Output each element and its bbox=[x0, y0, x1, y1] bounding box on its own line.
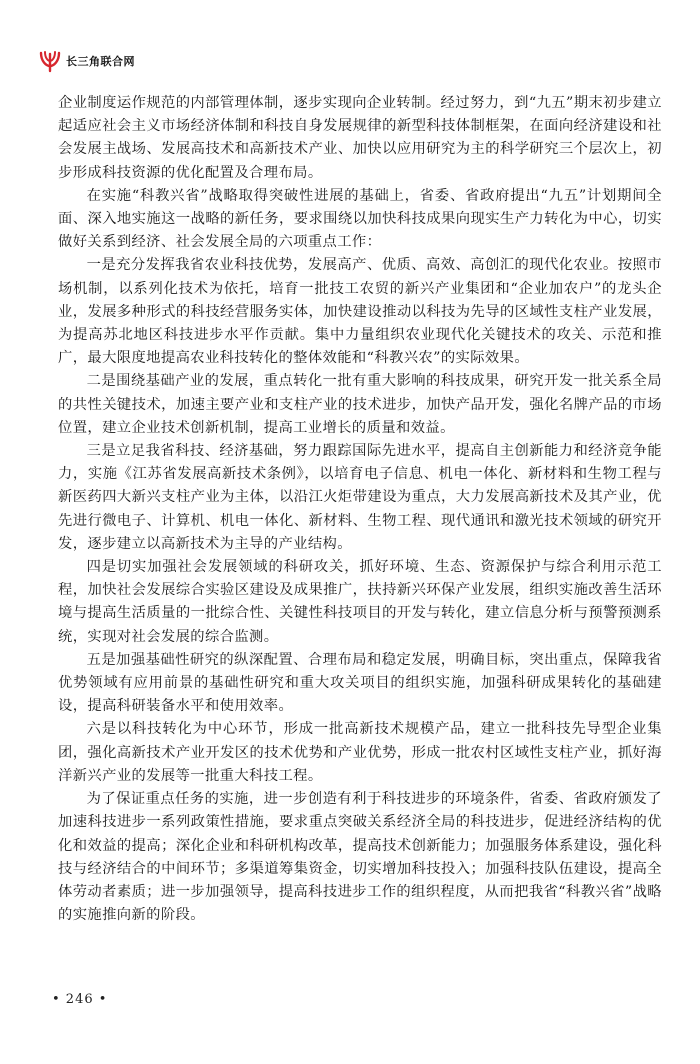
paragraph: 四是切实加强社会发展领域的科研攻关，抓好环境、生态、资源保护与综合利用示范工程，加快社会发展综合实验区建设及成果推广，扶持新兴环保产业发展，组织实施改善生活环境与提高生活质量的一批综合性、关键性科技项目的开发与转化，建立信息分析与预警预测系统，实现对社会发展的综合监测。 bbox=[58, 559, 662, 645]
page-number: • 246 • bbox=[52, 992, 108, 1007]
paragraph: 企业制度运作规范的内部管理体制，逐步实现向企业转制。经过努力，到“九五”期末初步建立起适应社会主义市场经济体制和科技自身发展规律的新型科技体制框架，在面向经济建设和社会发展主战场、发展高技术和高新技术产业、加快以应用研究为主的科学研究三个层次上，初步形成科技资源的优化配置及合理布局。 bbox=[58, 95, 662, 181]
paragraph: 在实施“科教兴省”战略取得突破性进展的基础上，省委、省政府提出“九五”计划期间全面、深入地实施这一战略的新任务，要求围绕以加快科技成果向现实生产力转化为中心，切实做好关系到经济、社会发展全局的六项重点工作： bbox=[58, 187, 662, 251]
logo-text: 长三角联合网 bbox=[66, 55, 135, 68]
site-header bbox=[38, 50, 135, 72]
paragraph: 为了保证重点任务的实施，进一步创造有利于科技进步的环境条件，省委、省政府颁发了加速科技进步一系列政策性措施，要求重点突破关系经济全局的科技进步，促进经济结构的优化和效益的提高；深化企业和科研机构改革，提高技术创新能力；加强服务体系建设，强化科技与经济结合的中间环节；多渠道筹集资金，切实增加科技投入；加强科技队伍建设，提高全体劳动者素质；进一步加强领导，提高科技进步工作的组织程度，从而把我省“科教兴省”战略的实施推向新的阶段。 bbox=[58, 791, 662, 924]
paragraph: 二是围绕基础产业的发展，重点转化一批有重大影响的科技成果，研究开发一批关系全局的共性关键技术，加速主要产业和支柱产业的技术进步，加快产品开发，强化名牌产品的市场位置，建立企业技术创新机制，提高工业增长的质量和效益。 bbox=[58, 373, 662, 436]
logo-icon bbox=[38, 49, 62, 73]
paragraph: 五是加强基础性研究的纵深配置、合理布局和稳定发展，明确目标，突出重点，保障我省优势领域有应用前景的基础性研究和重大攻关项目的组织实施，加强科研成果转化的基础建设，提高科研装备水平和使用效率。 bbox=[58, 651, 662, 715]
paragraph: 三是立足我省科技、经济基础，努力跟踪国际先进水平，提高自主创新能力和经济竞争能力，实施《江苏省发展高新技术条例》，以培育电子信息、机电一体化、新材料和生物工程与新医药四大新兴支柱产业为主体，以沿江火炬带建设为重点，大力发展高新技术及其产业，优先进行微电子、计算机、机电一体化、新材料、生物工程、现代通讯和激光技术领域的研究开发，逐步建立以高新技术为主导的产业结构。 bbox=[58, 443, 662, 552]
paragraph: 一是充分发挥我省农业科技优势，发展高产、优质、高效、高创汇的现代化农业。按照市场机制，以系列化技术为依托，培育一批技工农贸的新兴产业集团和“企业加农户”的龙头企业，发展多种形式的科技经营服务实体，加快建设推动以科技为先导的区域性支柱产业发展，为提高苏北地区科技进步水平作贡献。集中力量组织农业现代化关键技术的攻关、示范和推广，最大限度地提高农业科技转化的整体效能和“科教兴农”的实际效果。 bbox=[58, 257, 662, 367]
paragraph: 六是以科技转化为中心环节，形成一批高新技术规模产品，建立一批科技先导型企业集团，强化高新技术产业开发区的技术优势和产业优势，形成一批农村区域性支柱产业，抓好海洋新兴产业的发展等一批重大科技工程。 bbox=[58, 721, 662, 784]
document-body bbox=[58, 92, 662, 927]
